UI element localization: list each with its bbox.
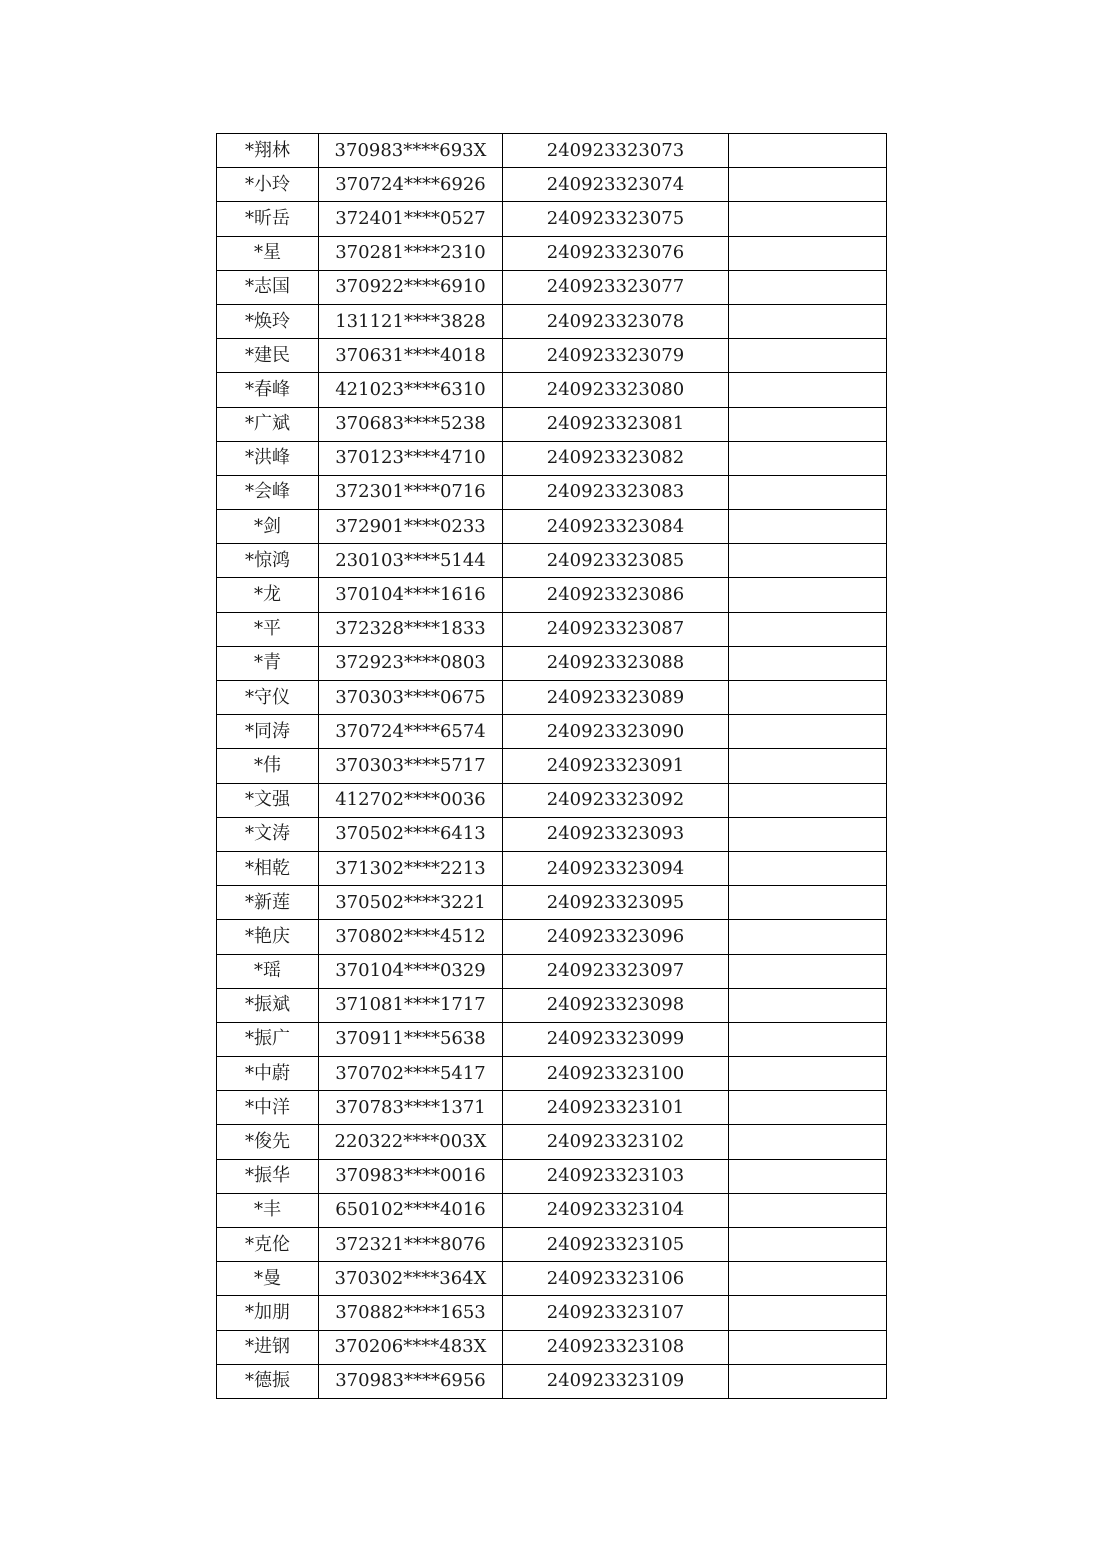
name-cell: *春峰 <box>217 373 319 407</box>
table-row <box>217 1228 887 1262</box>
name-cell: *中洋 <box>217 1091 319 1125</box>
table-row <box>217 236 887 270</box>
table-row <box>217 168 887 202</box>
table-row <box>217 304 887 338</box>
remark-cell <box>729 612 887 646</box>
id-number-cell: 370104****0329 <box>319 954 503 988</box>
table-row <box>217 134 887 168</box>
name-cell: *进钢 <box>217 1330 319 1364</box>
name-cell: *昕岳 <box>217 202 319 236</box>
exam-number-cell: 240923323100 <box>503 1057 729 1091</box>
exam-number-cell: 240923323103 <box>503 1159 729 1193</box>
exam-number-cell: 240923323093 <box>503 817 729 851</box>
remark-cell <box>729 1125 887 1159</box>
id-number-cell: 650102****4016 <box>319 1193 503 1227</box>
table-row <box>217 1022 887 1056</box>
remark-cell <box>729 1330 887 1364</box>
table-row <box>217 202 887 236</box>
exam-number-cell: 240923323078 <box>503 304 729 338</box>
id-number-cell: 370783****1371 <box>319 1091 503 1125</box>
id-number-cell: 220322****003X <box>319 1125 503 1159</box>
remark-cell <box>729 1228 887 1262</box>
remark-cell <box>729 373 887 407</box>
table-row <box>217 441 887 475</box>
exam-number-cell: 240923323094 <box>503 851 729 885</box>
exam-number-cell: 240923323098 <box>503 988 729 1022</box>
remark-cell <box>729 544 887 578</box>
table-row <box>217 749 887 783</box>
id-number-cell: 370882****1653 <box>319 1296 503 1330</box>
roster-table-body <box>217 134 887 1399</box>
name-cell: *广斌 <box>217 407 319 441</box>
roster-table <box>216 133 887 1399</box>
exam-number-cell: 240923323091 <box>503 749 729 783</box>
exam-number-cell: 240923323080 <box>503 373 729 407</box>
name-cell: *青 <box>217 646 319 680</box>
exam-number-cell: 240923323075 <box>503 202 729 236</box>
table-row <box>217 817 887 851</box>
id-number-cell: 370206****483X <box>319 1330 503 1364</box>
id-number-cell: 370802****4512 <box>319 920 503 954</box>
remark-cell <box>729 407 887 441</box>
name-cell: *新莲 <box>217 886 319 920</box>
remark-cell <box>729 510 887 544</box>
exam-number-cell: 240923323101 <box>503 1091 729 1125</box>
name-cell: *惊鸿 <box>217 544 319 578</box>
exam-number-cell: 240923323092 <box>503 783 729 817</box>
exam-number-cell: 240923323109 <box>503 1364 729 1398</box>
name-cell: *俊先 <box>217 1125 319 1159</box>
exam-number-cell: 240923323105 <box>503 1228 729 1262</box>
id-number-cell: 230103****5144 <box>319 544 503 578</box>
remark-cell <box>729 475 887 509</box>
table-row <box>217 1296 887 1330</box>
exam-number-cell: 240923323085 <box>503 544 729 578</box>
exam-number-cell: 240923323096 <box>503 920 729 954</box>
name-cell: *龙 <box>217 578 319 612</box>
exam-number-cell: 240923323077 <box>503 270 729 304</box>
exam-number-cell: 240923323097 <box>503 954 729 988</box>
table-row <box>217 339 887 373</box>
table-row <box>217 1091 887 1125</box>
table-row <box>217 612 887 646</box>
table-row <box>217 373 887 407</box>
id-number-cell: 370702****5417 <box>319 1057 503 1091</box>
table-row <box>217 920 887 954</box>
name-cell: *洪峰 <box>217 441 319 475</box>
table-row <box>217 1125 887 1159</box>
table-row <box>217 510 887 544</box>
remark-cell <box>729 1022 887 1056</box>
remark-cell <box>729 441 887 475</box>
name-cell: *会峰 <box>217 475 319 509</box>
id-number-cell: 370281****2310 <box>319 236 503 270</box>
table-row <box>217 988 887 1022</box>
exam-number-cell: 240923323082 <box>503 441 729 475</box>
name-cell: *焕玲 <box>217 304 319 338</box>
name-cell: *振华 <box>217 1159 319 1193</box>
id-number-cell: 372923****0803 <box>319 646 503 680</box>
remark-cell <box>729 1159 887 1193</box>
exam-number-cell: 240923323102 <box>503 1125 729 1159</box>
exam-number-cell: 240923323104 <box>503 1193 729 1227</box>
exam-number-cell: 240923323073 <box>503 134 729 168</box>
remark-cell <box>729 749 887 783</box>
remark-cell <box>729 168 887 202</box>
name-cell: *中蔚 <box>217 1057 319 1091</box>
remark-cell <box>729 236 887 270</box>
remark-cell <box>729 1364 887 1398</box>
id-number-cell: 370911****5638 <box>319 1022 503 1056</box>
exam-number-cell: 240923323108 <box>503 1330 729 1364</box>
name-cell: *志国 <box>217 270 319 304</box>
name-cell: *建民 <box>217 339 319 373</box>
table-row <box>217 1364 887 1398</box>
table-row <box>217 544 887 578</box>
remark-cell <box>729 920 887 954</box>
table-row <box>217 407 887 441</box>
table-row <box>217 886 887 920</box>
name-cell: *德振 <box>217 1364 319 1398</box>
id-number-cell: 412702****0036 <box>319 783 503 817</box>
exam-number-cell: 240923323106 <box>503 1262 729 1296</box>
id-number-cell: 372301****0716 <box>319 475 503 509</box>
table-row <box>217 1330 887 1364</box>
exam-number-cell: 240923323087 <box>503 612 729 646</box>
id-number-cell: 421023****6310 <box>319 373 503 407</box>
name-cell: *守仪 <box>217 681 319 715</box>
name-cell: *剑 <box>217 510 319 544</box>
table-row <box>217 1262 887 1296</box>
remark-cell <box>729 954 887 988</box>
table-row <box>217 715 887 749</box>
remark-cell <box>729 134 887 168</box>
name-cell: *相乾 <box>217 851 319 885</box>
id-number-cell: 370683****5238 <box>319 407 503 441</box>
id-number-cell: 131121****3828 <box>319 304 503 338</box>
remark-cell <box>729 1193 887 1227</box>
table-row <box>217 1057 887 1091</box>
table-row <box>217 681 887 715</box>
table-row <box>217 954 887 988</box>
remark-cell <box>729 578 887 612</box>
table-row <box>217 1159 887 1193</box>
remark-cell <box>729 851 887 885</box>
id-number-cell: 370502****3221 <box>319 886 503 920</box>
name-cell: *小玲 <box>217 168 319 202</box>
exam-number-cell: 240923323076 <box>503 236 729 270</box>
remark-cell <box>729 988 887 1022</box>
exam-number-cell: 240923323079 <box>503 339 729 373</box>
id-number-cell: 370983****6956 <box>319 1364 503 1398</box>
exam-number-cell: 240923323081 <box>503 407 729 441</box>
name-cell: *曼 <box>217 1262 319 1296</box>
remark-cell <box>729 304 887 338</box>
id-number-cell: 370303****0675 <box>319 681 503 715</box>
exam-number-cell: 240923323074 <box>503 168 729 202</box>
id-number-cell: 370302****364X <box>319 1262 503 1296</box>
name-cell: *星 <box>217 236 319 270</box>
remark-cell <box>729 1091 887 1125</box>
table-row <box>217 783 887 817</box>
name-cell: *振广 <box>217 1022 319 1056</box>
name-cell: *丰 <box>217 1193 319 1227</box>
id-number-cell: 370502****6413 <box>319 817 503 851</box>
id-number-cell: 372901****0233 <box>319 510 503 544</box>
remark-cell <box>729 270 887 304</box>
remark-cell <box>729 886 887 920</box>
id-number-cell: 372321****8076 <box>319 1228 503 1262</box>
remark-cell <box>729 783 887 817</box>
table-row <box>217 578 887 612</box>
exam-number-cell: 240923323083 <box>503 475 729 509</box>
id-number-cell: 370983****693X <box>319 134 503 168</box>
name-cell: *文强 <box>217 783 319 817</box>
table-row <box>217 270 887 304</box>
name-cell: *翔林 <box>217 134 319 168</box>
id-number-cell: 370983****0016 <box>319 1159 503 1193</box>
id-number-cell: 372401****0527 <box>319 202 503 236</box>
id-number-cell: 370104****1616 <box>319 578 503 612</box>
id-number-cell: 371081****1717 <box>319 988 503 1022</box>
exam-number-cell: 240923323084 <box>503 510 729 544</box>
exam-number-cell: 240923323089 <box>503 681 729 715</box>
id-number-cell: 371302****2213 <box>319 851 503 885</box>
id-number-cell: 370303****5717 <box>319 749 503 783</box>
exam-number-cell: 240923323107 <box>503 1296 729 1330</box>
remark-cell <box>729 1057 887 1091</box>
remark-cell <box>729 681 887 715</box>
name-cell: *克伦 <box>217 1228 319 1262</box>
id-number-cell: 370123****4710 <box>319 441 503 475</box>
name-cell: *振斌 <box>217 988 319 1022</box>
remark-cell <box>729 339 887 373</box>
remark-cell <box>729 202 887 236</box>
name-cell: *文涛 <box>217 817 319 851</box>
exam-number-cell: 240923323099 <box>503 1022 729 1056</box>
remark-cell <box>729 646 887 680</box>
remark-cell <box>729 715 887 749</box>
id-number-cell: 370922****6910 <box>319 270 503 304</box>
id-number-cell: 370724****6574 <box>319 715 503 749</box>
name-cell: *同涛 <box>217 715 319 749</box>
remark-cell <box>729 1296 887 1330</box>
remark-cell <box>729 1262 887 1296</box>
exam-number-cell: 240923323095 <box>503 886 729 920</box>
table-row <box>217 475 887 509</box>
table-row <box>217 851 887 885</box>
id-number-cell: 370724****6926 <box>319 168 503 202</box>
exam-number-cell: 240923323086 <box>503 578 729 612</box>
name-cell: *伟 <box>217 749 319 783</box>
id-number-cell: 370631****4018 <box>319 339 503 373</box>
name-cell: *加朋 <box>217 1296 319 1330</box>
name-cell: *平 <box>217 612 319 646</box>
remark-cell <box>729 817 887 851</box>
exam-number-cell: 240923323090 <box>503 715 729 749</box>
table-row <box>217 646 887 680</box>
exam-number-cell: 240923323088 <box>503 646 729 680</box>
id-number-cell: 372328****1833 <box>319 612 503 646</box>
name-cell: *瑶 <box>217 954 319 988</box>
name-cell: *艳庆 <box>217 920 319 954</box>
table-row <box>217 1193 887 1227</box>
